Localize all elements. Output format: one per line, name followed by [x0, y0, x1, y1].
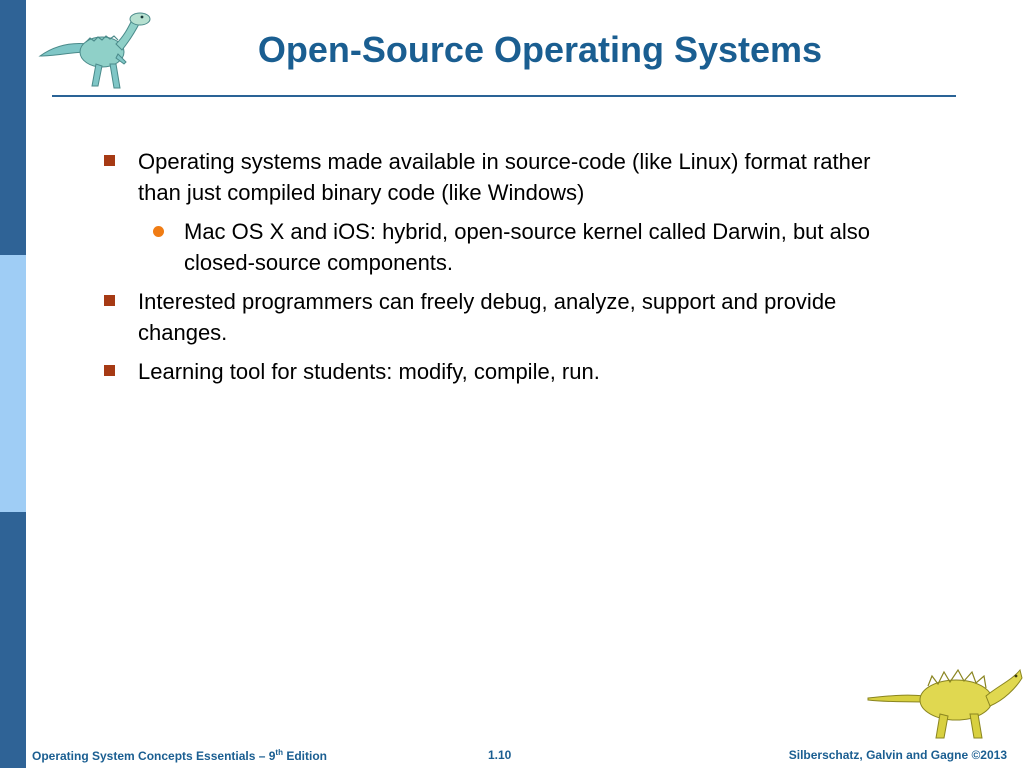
title-divider: [52, 95, 956, 97]
footer-edition-word: Edition: [282, 749, 327, 763]
bullet-item: [100, 356, 900, 387]
footer-edition-superscript: th: [275, 748, 283, 757]
sub-bullet-item: [100, 216, 900, 278]
bullet-item: [100, 146, 900, 208]
sidebar-segment-middle: [0, 255, 26, 512]
bullet-text: Learning tool for students: modify, compile, run.: [138, 359, 600, 384]
left-sidebar-bar: [0, 0, 26, 768]
bullet-item: [100, 286, 900, 348]
dinosaur-logo-top: [36, 6, 156, 96]
bullet-text: Interested programmers can freely debug, analyze, support and provide changes.: [138, 289, 837, 345]
footer-book-title: [32, 748, 327, 763]
sidebar-segment-bottom: [0, 512, 26, 768]
sidebar-segment-top: [0, 0, 26, 255]
square-bullet-icon: [104, 365, 115, 376]
round-bullet-icon: [153, 226, 164, 237]
dinosaur-logo-bottom: [866, 656, 1024, 742]
slide-content: [100, 146, 900, 395]
footer-copyright: Silberschatz, Galvin and Gagne ©2013: [788, 748, 1007, 762]
square-bullet-icon: [104, 155, 115, 166]
footer-book-title-text: Operating System Concepts Essentials – 9: [32, 749, 276, 763]
square-bullet-icon: [104, 295, 115, 306]
bullet-text: Operating systems made available in source-code (like Linux) format rather than just compiled binary code (like Windows): [138, 149, 871, 205]
footer-page-number: 1.10: [488, 748, 512, 762]
sub-bullet-text: Mac OS X and iOS: hybrid, open-source kernel called Darwin, but also closed-source components.: [184, 219, 870, 275]
slide-title: Open-Source Operating Systems: [257, 29, 823, 70]
